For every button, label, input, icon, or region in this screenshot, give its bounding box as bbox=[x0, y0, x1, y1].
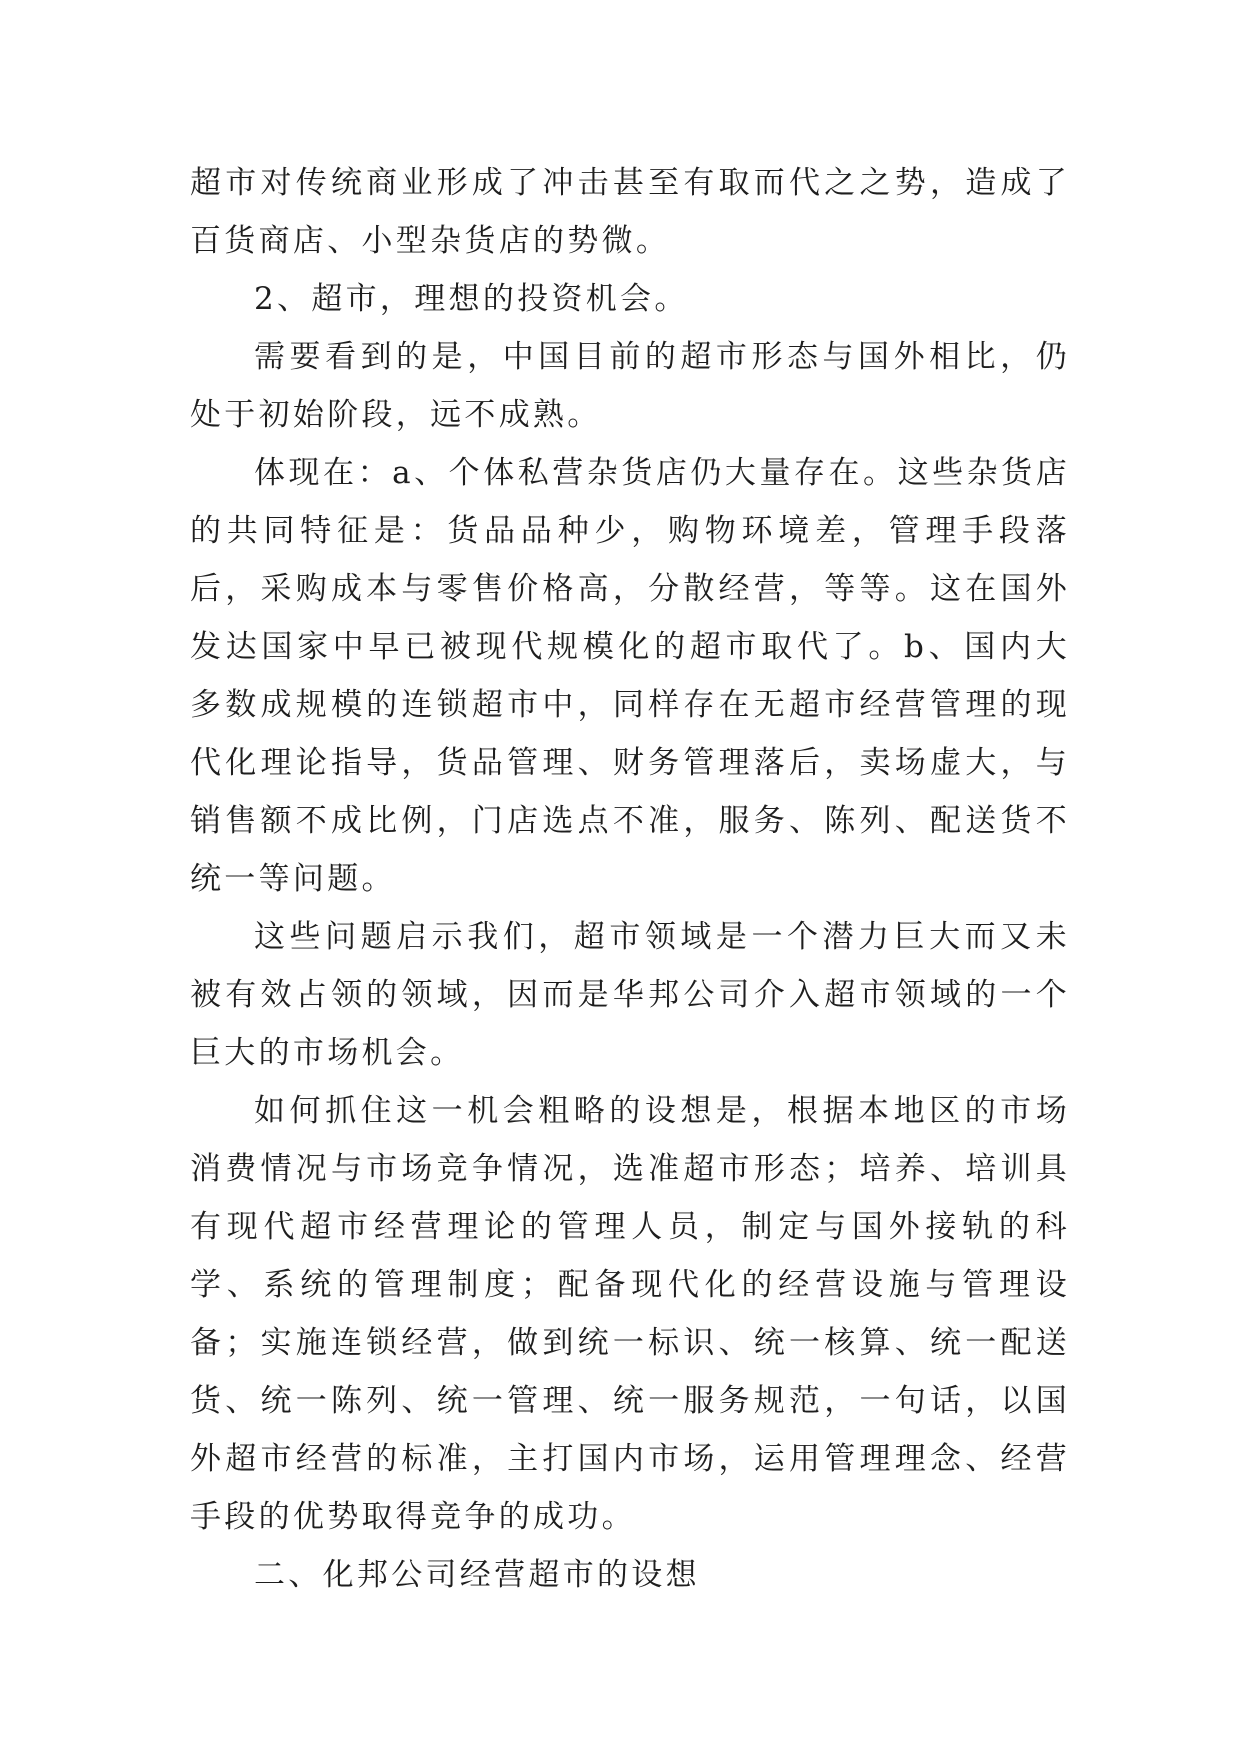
section-heading: 二、化邦公司经营超市的设想 bbox=[254, 1557, 700, 1593]
paragraph-3: 需要看到的是，中国目前的超市形态与国外相比，仍处于初始阶段，远不成熟。 bbox=[190, 339, 1070, 433]
paragraph-4: 体现在：a、个体私营杂货店仍大量存在。这些杂货店的共同特征是：货品品种少，购物环境差，管理手段落后，采购成本与零售价格高，分散经营，等等。这在国外发达国家中早已被现代规模化的超市取代了。b、国内大多数成规模的连锁超市中，同样存在无超市经营管理的现代化理论指导，货品管理、财务管理落后，卖场虚大，与销售额不成比例，门店选点不准，服务、陈列、配送货不统一等问题。 bbox=[190, 455, 1070, 897]
paragraph-6: 如何抓住这一机会粗略的设想是，根据本地区的市场消费情况与市场竞争情况，选准超市形态；培养、培训具有现代超市经营理论的管理人员，制定与国外接轨的科学、系统的管理制度；配备现代化的经营设施与管理设备；实施连锁经营，做到统一标识、统一核算、统一配送货、统一陈列、统一管理、统一服务规范，一句话，以国外超市经营的标准，主打国内市场，运用管理理念、经营手段的优势取得竞争的成功。 bbox=[190, 1093, 1070, 1535]
paragraph-5: 这些问题启示我们，超市领域是一个潜力巨大而又未被有效占领的领域，因而是华邦公司介入超市领域的一个巨大的市场机会。 bbox=[190, 919, 1070, 1071]
paragraph-1: 超市对传统商业形成了冲击甚至有取而代之之势，造成了百货商店、小型杂货店的势微。 bbox=[190, 165, 1070, 259]
paragraph-2: 2、超市，理想的投资机会。 bbox=[254, 281, 689, 317]
document-body bbox=[190, 154, 1070, 1604]
